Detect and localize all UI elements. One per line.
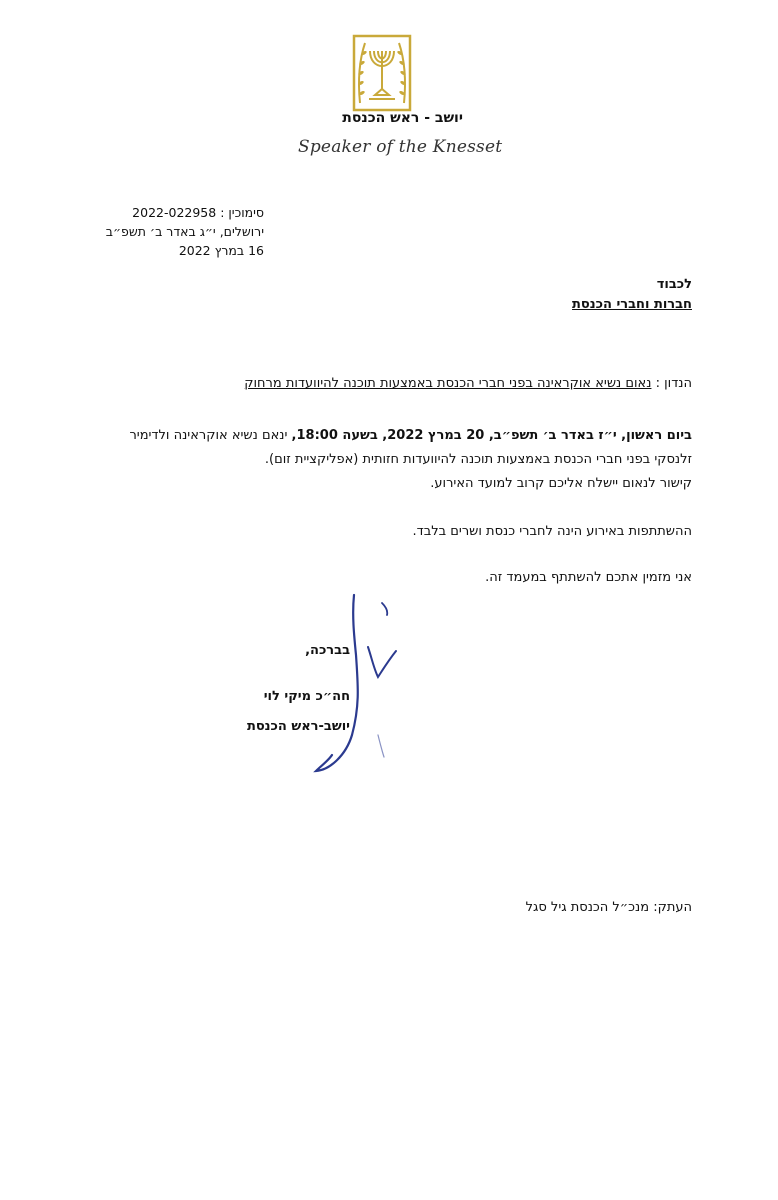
body-paragraph-line-3: קישור לנאום יישלח אליכם קרוב למועד האירוע. [430,476,692,491]
signatory-title: יושב-ראש הכנסת [246,719,350,734]
cc-label: העתק: [653,900,692,915]
letterhead-title-english: Speaker of the Knesset [298,137,503,157]
addressee-label: לכבוד [656,277,692,292]
body-line-1-rest: ינאם נשיא אוקראינה ולדימיר [129,428,292,443]
hebrew-date: ירושלים, י״ג באדר ב׳ תשפ״ב [105,224,264,239]
menorah-emblem-icon [351,33,413,113]
reference-number: סימוכין : 2022-022958 [132,205,264,220]
subject-line [244,376,692,391]
signatory-name: חה״כ מיקי לוי [263,689,350,704]
subject-text: נאום נשיא אוקראינה בפני חברי הכנסת באמצעות תוכנה להיוועדות מרחוק [244,376,652,391]
handwritten-signature [308,585,418,785]
body-paragraph-line-4: ההשתתפות באירוע הינה לחברי כנסת ושרים בלבד. [412,524,692,539]
subject-label: הנדון : [655,376,692,391]
closing-greeting: בברכה, [305,643,350,658]
letterhead-title-hebrew: יושב - ראש הכנסת [342,110,463,126]
body-paragraph-line-2: זלנסקי בפני חברי הכנסת באמצעות תוכנה להיוועדות חזותית (אפליקציית זום). [264,452,692,467]
cc-recipient: מנכ״ל הכנסת גיל סגל [525,900,650,915]
gregorian-date: 16 במרץ 2022 [178,243,264,258]
addressee-recipients: חברות וחברי הכנסת [572,297,692,312]
body-paragraph-line-1 [129,428,692,443]
body-paragraph-line-5: אני מזמין אתכם להשתתף במעמד זה. [485,570,692,585]
event-datetime: ביום ראשון, י״ז באדר ב׳ תשפ״ב, 20 במרץ 2022, בשעה 18:00, [291,428,692,443]
carbon-copy [526,900,692,915]
